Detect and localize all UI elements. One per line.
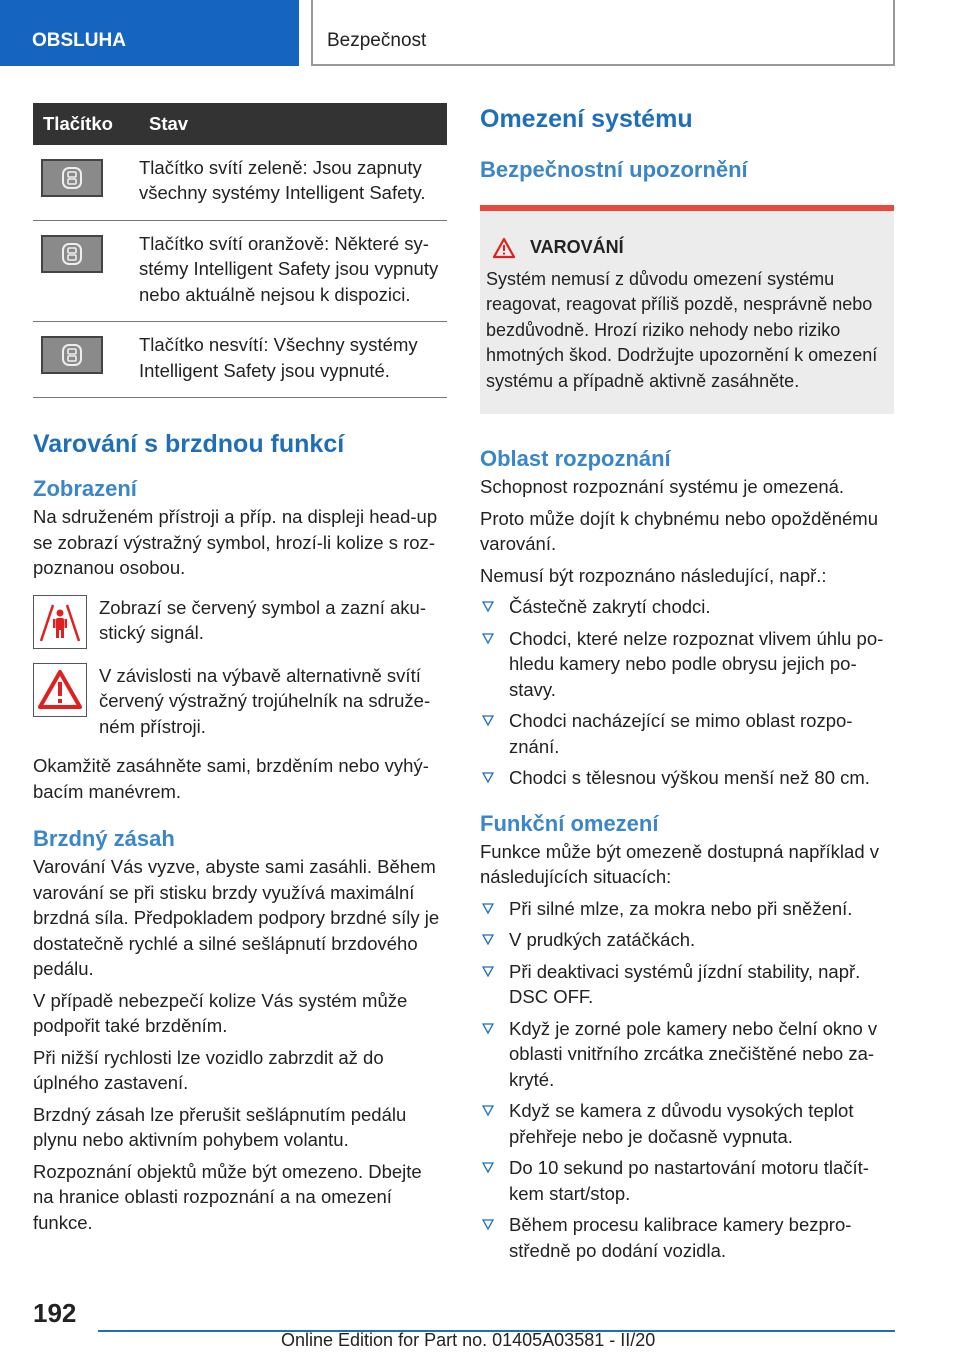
bullet-triangle-icon: [482, 934, 494, 946]
list-item: Chodci s tělesnou výškou menší než 80 cm.: [480, 765, 894, 791]
chapter-title: Bezpečnost: [311, 0, 895, 66]
icon-paragraph-text: V závislosti na výbavě alternativně svítí červený výstražný trojúhelník na sdruženém přístroji.: [99, 664, 431, 737]
table-cell-status: Tlačítko nesvítí: Všechny systémy Intelligent Safety jsou vypnuté.: [139, 322, 447, 398]
intelligent-safety-button-icon: [41, 336, 103, 374]
bullet-triangle-icon: [482, 601, 494, 613]
paragraph-display: Na sdruženém přístroji a příp. na displeji head-up se zobrazí výstražný symbol, hrozí-li kolize s rozpoznanou osobou.: [33, 506, 438, 578]
paragraph-brake: Varování Vás vyzve, abyste sami zasáhli. Během varování se při stisku brzdy využívá maximální brzdná síla. Předpokladem podpory brzdné síly je dostatečně rychlé a silné sešlápnutí brzdového pedálu.: [33, 856, 440, 979]
paragraph-brake: V případě nebezpečí kolize Vás systém může podpořit také brzděním.: [33, 989, 408, 1036]
paragraph-brake: Brzdný zásah lze přerušit sešlápnutím pedálu plynu nebo aktivním pohybem volantu.: [33, 1103, 407, 1150]
table-header-status: Stav: [139, 103, 447, 145]
heading-display: Zobrazení: [33, 476, 137, 501]
list-item: Když je zorné pole kamery nebo čelní okno v oblasti vnitřního zrcátka znečištěné nebo zakryté.: [480, 1016, 894, 1093]
warning-triangle-icon: [33, 663, 87, 717]
icon-paragraph-text: Zobrazí se červený symbol a zazní akustický signál.: [99, 596, 426, 643]
paragraph-detect: Proto může dojít k chybnému nebo opožděnému varování.: [480, 507, 878, 554]
section-tab: OBSLUHA: [0, 0, 299, 66]
warning-triangle-icon: [492, 237, 516, 259]
table-row: [33, 145, 447, 221]
icon-paragraph: [33, 663, 447, 740]
bullet-triangle-icon: [482, 715, 494, 727]
footer-edition: Online Edition for Part no. 01405A03581 - II/20: [281, 1330, 656, 1350]
paragraph-react: Okamžitě zasáhněte sami, brzděním nebo vyhýbacím manévrem.: [33, 755, 429, 802]
warning-text: Systém nemusí z důvodu omezení systému reagovat, reagovat příliš pozdě, nesprávně nebo bezdůvodně. Hrozí riziko nehody nebo riziko hmotných škod. Dodržujte upozornění k omezení systému a případně aktivně zasáhněte.: [486, 268, 878, 391]
right-column: [480, 103, 894, 1269]
bullet-triangle-icon: [482, 1219, 494, 1231]
function-limits-list: [480, 896, 894, 1264]
heading-functional-limits: Funkční omezení: [480, 810, 659, 836]
intelligent-safety-button-icon: [41, 159, 103, 197]
page-number: 192: [33, 1298, 77, 1328]
bullet-triangle-icon: [482, 772, 494, 784]
heading-brake-warning: Varování s brzdnou funkcí: [33, 430, 345, 458]
bullet-triangle-icon: [482, 1105, 494, 1117]
heading-safety-notes: Bezpečnostní upozornění: [480, 157, 748, 182]
detection-list: [480, 594, 894, 791]
table-header-button: Tlačítko: [33, 103, 139, 145]
list-item: Při silné mlze, za mokra nebo při sněžení.: [480, 896, 894, 922]
paragraph-brake: Rozpoznání objektů může být omezeno. Dbejte na hranice oblasti rozpoznání a na omezení funkce.: [33, 1160, 422, 1233]
list-item: Při deaktivaci systémů jízdní stability, např. DSC OFF.: [480, 959, 894, 1010]
paragraph-detect: Schopnost rozpoznání systému je omezená.: [480, 476, 845, 497]
list-item: Do 10 sekund po nastartování motoru tlačítkem start/stop.: [480, 1155, 894, 1206]
heading-system-limits: Omezení systému: [480, 105, 693, 133]
button-status-table: [33, 103, 447, 398]
list-item: Když se kamera z důvodu vysokých teplot přehřeje nebo je dočasně vypnuta.: [480, 1098, 894, 1149]
table-row: [33, 220, 447, 322]
icon-paragraph: [33, 595, 447, 649]
left-column: [33, 103, 447, 1241]
table-cell-status: Tlačítko svítí zeleně: Jsou zapnuty všechny systémy Intelligent Safety.: [139, 145, 447, 221]
list-item: Částečně zakrytí chodci.: [480, 594, 894, 620]
warning-title: VAROVÁNÍ: [530, 237, 624, 257]
bullet-triangle-icon: [482, 1023, 494, 1035]
list-item: Chodci nacházející se mimo oblast rozpoznání.: [480, 708, 894, 759]
list-item: V prudkých zatáčkách.: [480, 927, 894, 953]
bullet-triangle-icon: [482, 966, 494, 978]
list-item: Během procesu kalibrace kamery bezprostředně po dodání vozidla.: [480, 1212, 894, 1263]
intelligent-safety-button-icon: [41, 235, 103, 273]
table-row: [33, 322, 447, 398]
paragraph-func: Funkce může být omezeně dostupná například v následujících situacích:: [480, 840, 880, 887]
bullet-triangle-icon: [482, 903, 494, 915]
warning-box: [480, 205, 894, 414]
heading-brake-intervention: Brzdný zásah: [33, 826, 175, 851]
table-cell-status: Tlačítko svítí oranžově: Některé systémy Intelligent Safety jsou vypnuty nebo aktuálně nejsou k dispozici.: [139, 220, 447, 322]
paragraph-detect: Nemusí být rozpoznáno následující, např.:: [480, 564, 827, 586]
pedestrian-warning-icon: [33, 595, 87, 649]
paragraph-brake: Při nižší rychlosti lze vozidlo zabrzdit až do úplného zastavení.: [33, 1046, 384, 1093]
list-item: Chodci, které nelze rozpoznat vlivem úhlu pohledu kamery nebo podle obrysu jejich postavy.: [480, 626, 894, 703]
bullet-triangle-icon: [482, 1162, 494, 1174]
bullet-triangle-icon: [482, 633, 494, 645]
heading-detection-area: Oblast rozpoznání: [480, 446, 671, 471]
